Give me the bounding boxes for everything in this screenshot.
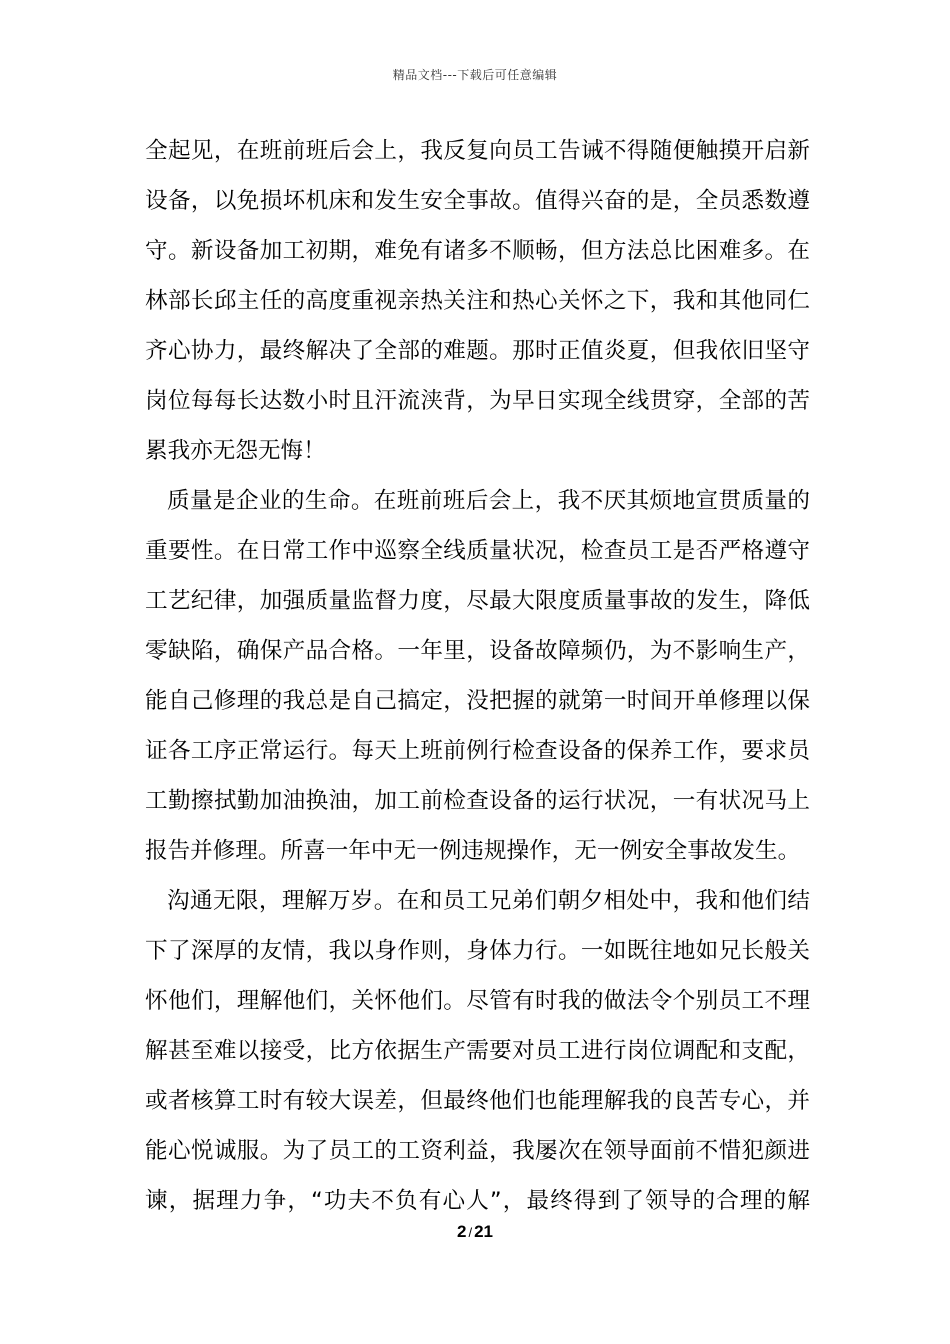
text-line: 工勤擦拭勤加油换油，加工前检查设备的运行状况，一有状况马上 [145,788,810,814]
text-line: 岗位每每长达数小时且汗流浃背，为早日实现全线贯穿，全部的苦 [145,388,810,414]
text-line: 重要性。在日常工作中巡察全线质量状况，检查员工是否严格遵守 [145,538,810,564]
text-line: 累我亦无怨无悔！ [145,438,326,464]
text-line: 设备，以免损坏机床和发生安全事故。值得兴奋的是，全员悉数遵 [145,188,810,214]
text-line: 下了深厚的友情，我以身作则，身体力行。一如既往地如兄长般关 [145,938,810,964]
text-line: 报告并修理。所喜一年中无一例违规操作，无一例安全事故发生。 [145,838,801,864]
text-line: 解甚至难以接受，比方依据生产需要对员工进行岗位调配和支配， [145,1038,810,1064]
text-line: 或者核算工时有较大误差，但最终他们也能理解我的良苦专心，并 [145,1088,810,1114]
text-line: 林部长邱主任的高度重视亲热关注和热心关怀之下，我和其他同仁 [145,288,810,314]
paragraph-first-line: 质量是企业的生命。在班前班后会上，我不厌其烦地宣贯质量的 [167,488,810,514]
text-line: 能心悦诚服。为了员工的工资利益，我屡次在领导面前不惜犯颜进 [145,1138,810,1164]
text-line: 谏，据理力争，“功夫不负有心人”，最终得到了领导的合理的解 [145,1188,810,1214]
text-line: 全起见，在班前班后会上，我反复向员工告诫不得随便触摸开启新 [145,138,810,164]
total-page-count: 21 [474,1222,493,1241]
text-line: 怀他们，理解他们，关怀他们。尽管有时我的做法令个别员工不理 [145,988,810,1014]
text-line: 工艺纪律，加强质量监督力度，尽最大限度质量事故的发生，降低 [145,588,810,614]
text-line: 能自己修理的我总是自己搞定，没把握的就第一时间开单修理以保 [145,688,810,714]
page-number-separator: / [468,1225,473,1240]
text-line: 零缺陷，确保产品合格。一年里，设备故障频仍，为不影响生产， [145,638,810,664]
text-line: 证各工序正常运行。每天上班前例行检查设备的保养工作，要求员 [145,738,810,764]
paragraph-first-line: 沟通无限，理解万岁。在和员工兄弟们朝夕相处中，我和他们结 [167,888,810,914]
text-line: 守。新设备加工初期，难免有诸多不顺畅，但方法总比困难多。在 [145,238,810,264]
page-number [0,1222,950,1242]
body-text [145,126,810,1226]
text-line: 齐心协力，最终解决了全部的难题。那时正值炎夏，但我依旧坚守 [145,338,810,364]
current-page-number: 2 [456,1222,467,1241]
page-header: 精品文档---下载后可任意编辑 [392,68,558,82]
